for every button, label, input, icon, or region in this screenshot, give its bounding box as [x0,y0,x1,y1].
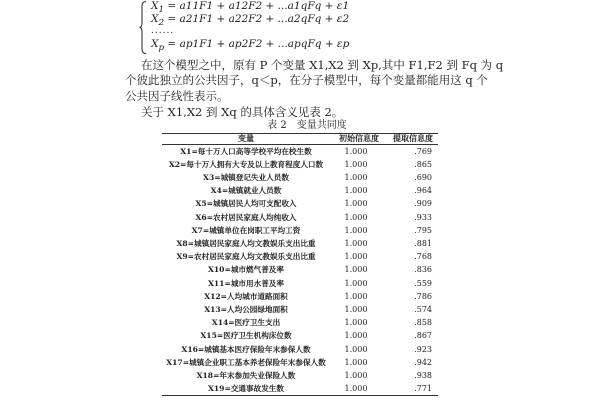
cell-extracted: .938 [414,370,432,380]
cell-initial: 1.000 [344,199,368,209]
cell-variable: X17=城镇企业职工基本养老保险年末参保人数 [166,357,326,367]
cell-initial: 1.000 [344,344,368,354]
table-row [162,225,438,239]
factor-model-equations [139,0,350,56]
cell-variable: X16=城镇基本医疗保险年末参保人数 [181,344,311,354]
equation-row-1: $X_1 = a11F1 + a12F2 + ...a1qFq + \varepsilon 1$ [151,0,350,16]
table-row [162,344,438,358]
table-row [162,198,438,212]
cell-initial: 1.000 [344,331,368,341]
cell-variable: X14=医疗卫生支出 [211,318,281,328]
table-row [162,317,438,331]
table-row [162,238,438,252]
left-brace-icon [139,1,147,54]
cell-extracted: .574 [414,304,432,314]
cell-initial: 1.000 [344,370,368,380]
cell-initial: 1.000 [344,265,368,275]
cell-extracted: .865 [414,159,432,169]
cell-variable: X18=年末参加失业保险人数 [196,370,296,380]
cell-initial: 1.000 [344,186,368,196]
cell-variable: X4=城镇就业人员数 [210,186,282,196]
cell-extracted: .881 [414,238,432,248]
cell-variable: X5=城镇居民人均可支配收入 [195,199,297,209]
table-row [162,185,438,199]
header-variable: 变量 [238,133,254,143]
cell-extracted: .769 [414,146,432,156]
table-row [162,330,438,344]
table-row [162,370,438,384]
table-row [162,159,438,173]
table-row [162,264,438,278]
equation-ellipsis: ...... [151,26,175,36]
table-row [162,278,438,292]
paragraph-line-4: 关于 X1,X2 到 Xq 的具体含义见表 2。 [141,105,344,119]
cell-variable: X11=城市用水普及率 [208,278,284,288]
cell-initial: 1.000 [344,172,368,182]
cell-initial: 1.000 [344,384,368,394]
cell-initial: 1.000 [344,238,368,248]
paragraph-line-2: 个彼此独立的公共因子，q＜p，在分子模型中，每个变量都能用这 q 个 [125,73,488,87]
table-row [162,251,438,265]
cell-initial: 1.000 [344,318,368,328]
cell-variable: X12=人均城市道路面积 [204,291,288,301]
table-row [162,304,438,318]
table-title: 表 2 变量共同度 [267,120,347,131]
header-initial: 初始信息度 [339,133,379,143]
cell-extracted: .942 [414,357,432,367]
cell-extracted: .559 [414,278,432,288]
table-row [162,212,438,226]
table-row [162,172,438,186]
cell-variable: X8=城镇居民家庭人均文教娱乐支出比重 [176,238,316,248]
cell-extracted: .867 [414,331,432,341]
cell-extracted: .964 [414,186,432,196]
paragraph-line-1: 在这个模型之中，原有 P 个变量 X1,X2 到 Xp,其中 F1,F2 到 Fq 为 q [141,58,504,72]
cell-extracted: .786 [414,291,432,301]
cell-initial: 1.000 [344,252,368,262]
table-row [162,291,438,305]
cell-extracted: .690 [414,172,432,182]
table-row [162,146,438,160]
cell-initial: 1.000 [344,304,368,314]
cell-extracted: .771 [414,384,432,394]
cell-variable: X15=医疗卫生机构床位数 [200,331,292,341]
cell-extracted: .795 [414,225,432,235]
table-row [162,383,438,397]
cell-extracted: .768 [414,252,432,262]
cell-variable: X9=农村居民家庭人均文教娱乐支出比重 [176,252,316,262]
cell-variable: X19=交通事故发生数 [208,384,284,394]
cell-extracted: .836 [414,265,432,275]
equation-row-2: $X_2 = a21F1 + a22F2 + ...a2qFq + \varepsilon 2$ [151,13,350,29]
cell-initial: 1.000 [344,225,368,235]
cell-extracted: .923 [414,344,432,354]
paragraph-line-3: 公共因子线性表示。 [125,89,229,103]
cell-variable: X1=每十万人口高等学校平均在校生数 [180,146,312,156]
cell-variable: X2=每十万人拥有大专及以上教育程度人口数 [168,159,324,169]
cell-extracted: .909 [414,199,432,209]
cell-variable: X10=城市燃气普及率 [208,265,284,275]
cell-initial: 1.000 [344,212,368,222]
header-extracted: 提取信息度 [393,133,433,143]
cell-variable: X3=城镇登记失业人员数 [203,172,289,182]
cell-variable: X13=人均公园绿地面积 [204,304,288,314]
cell-extracted: .858 [414,318,432,328]
cell-initial: 1.000 [344,146,368,156]
cell-initial: 1.000 [344,357,368,367]
table-row [162,357,438,371]
cell-initial: 1.000 [344,291,368,301]
cell-initial: 1.000 [344,278,368,288]
cell-variable: X6=农村居民家庭人均纯收入 [195,212,297,222]
equation-row-p: $X_p = ap1F1 + ap2F2$ + ...apqFq + εp [151,38,350,54]
cell-initial: 1.000 [344,159,368,169]
cell-extracted: .933 [414,212,432,222]
cell-variable: X7=城镇单位在岗职工平均工资 [191,225,301,235]
